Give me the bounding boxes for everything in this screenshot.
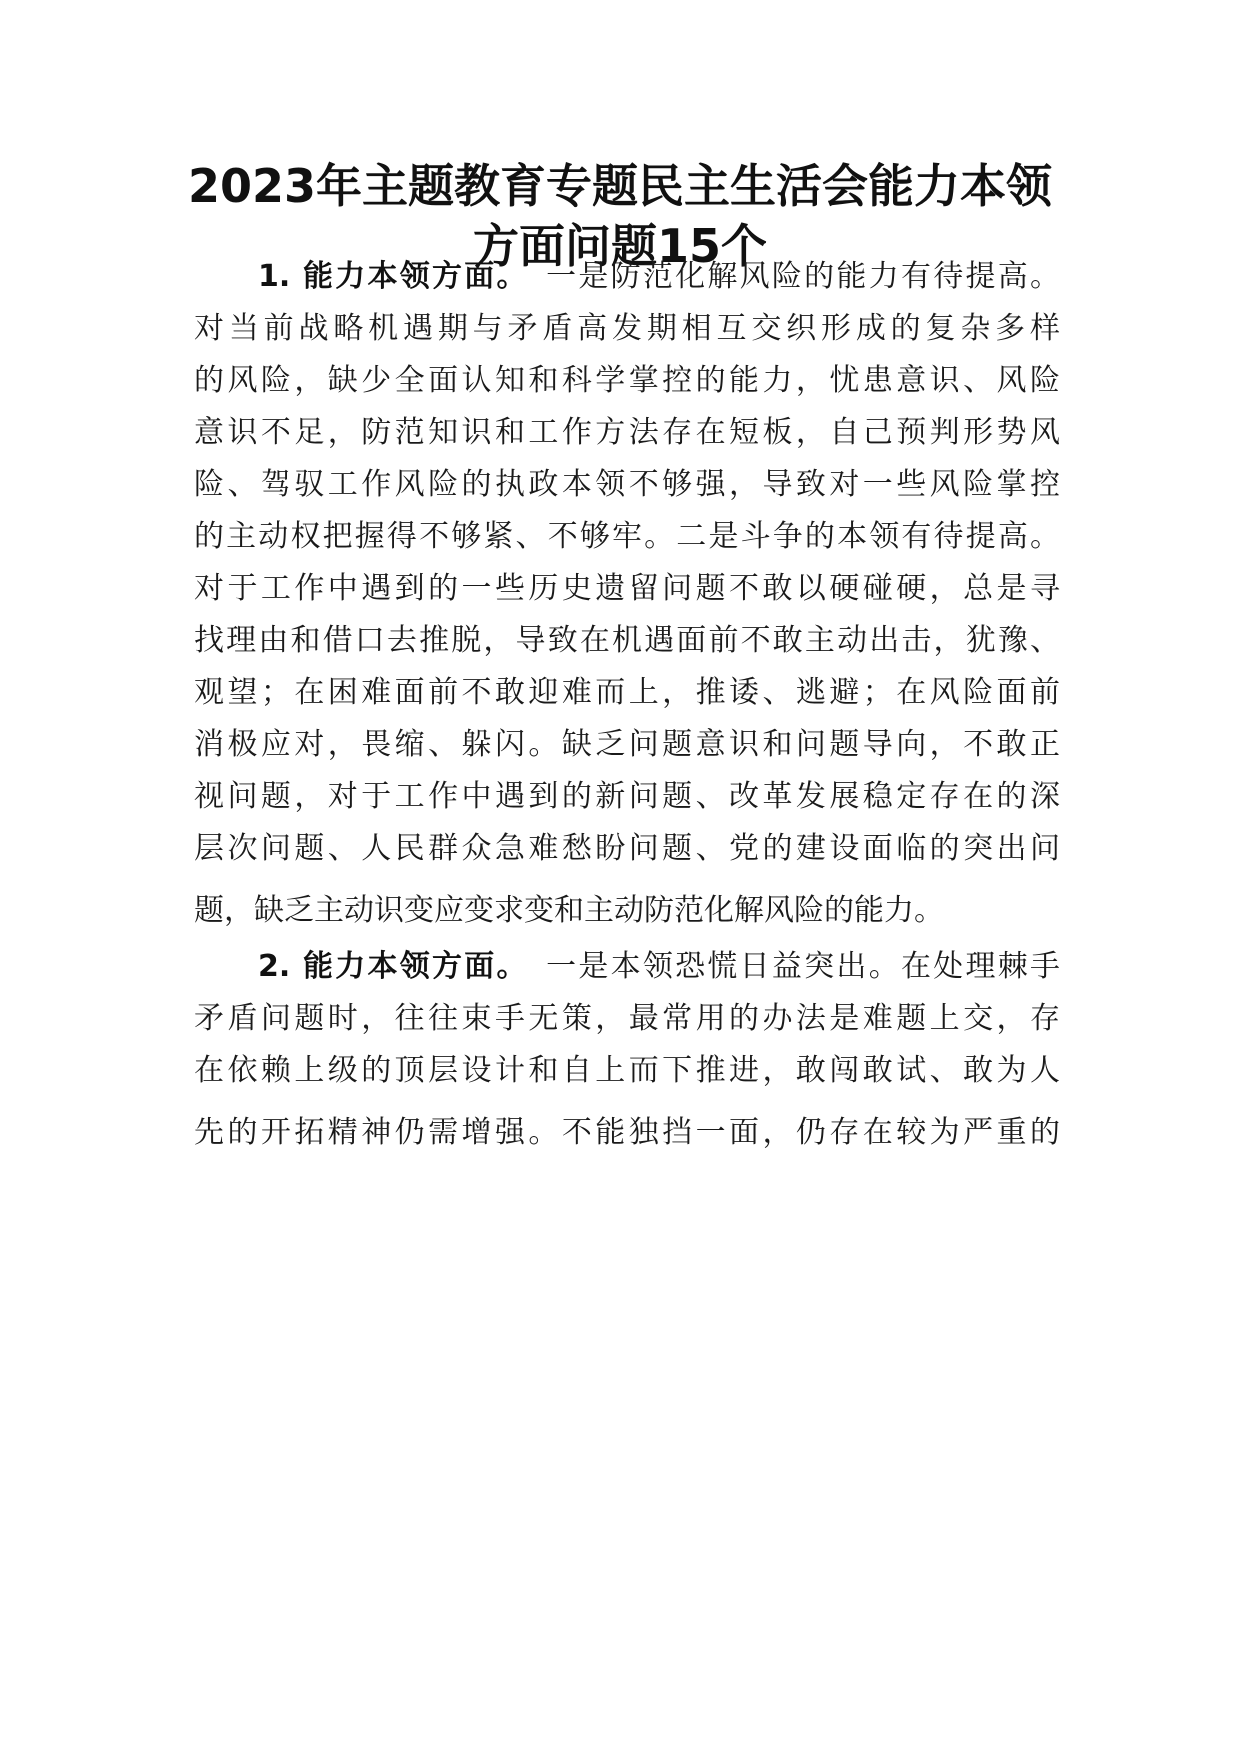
document-title-line-2: 方面问题15个 [472, 219, 767, 273]
paragraph-1-line-9: 消极应对，畏缩、躲闪。缺乏问题意识和问题导向，不敢正 [194, 727, 1060, 762]
document-title-line-1: 2023年主题教育专题民主生活会能力本领 [187, 159, 1053, 213]
paragraph-1-line-12: 题，缺乏主动识变应变求变和主动防范化解风险的能力。 [194, 893, 944, 928]
paragraph-1-heading: 1. 能力本领方面。 [258, 259, 514, 294]
paragraph-2-line-3: 先的开拓精神仍需增强。不能独挡一面，仍存在较为严重的 [194, 1115, 1060, 1150]
paragraph-2-line-1: 矛盾问题时，往往束手无策，最常用的办法是难题上交，存 [194, 1001, 1060, 1036]
paragraph-1-line-11: 层次问题、人民群众急难愁盼问题、党的建设面临的突出问 [194, 831, 1060, 866]
paragraph-1-line-7: 找理由和借口去推脱，导致在机遇面前不敢主动出击，犹豫、 [194, 623, 1060, 658]
paragraph-1-line-3: 意识不足，防范知识和工作方法存在短板，自己预判形势风 [194, 415, 1060, 450]
paragraph-2-first-line [258, 947, 1060, 987]
paragraph-1-line-4: 险、驾驭工作风险的执政本领不够强，导致对一些风险掌控 [194, 467, 1060, 502]
paragraph-2-line-2: 在依赖上级的顶层设计和自上而下推进，敢闯敢试、敢为人 [194, 1053, 1060, 1088]
paragraph-2-heading: 2. 能力本领方面。 [258, 949, 514, 984]
paragraph-2-line-0: 一是本领恐慌日益突出。在处理棘手 [546, 949, 1061, 984]
paragraph-1-line-6: 对于工作中遇到的一些历史遗留问题不敢以硬碰硬，总是寻 [194, 571, 1060, 606]
paragraph-1-first-line [258, 257, 1060, 297]
paragraph-1-line-10: 视问题，对于工作中遇到的新问题、改革发展稳定存在的深 [194, 779, 1060, 814]
paragraph-1-line-5: 的主动权把握得不够紧、不够牢。二是斗争的本领有待提高。 [194, 519, 1060, 554]
paragraph-1-line-1: 对当前战略机遇期与矛盾高发期相互交织形成的复杂多样 [194, 311, 1060, 346]
paragraph-1-line-2: 的风险，缺少全面认知和科学掌控的能力，忧患意识、风险 [194, 363, 1060, 398]
paragraph-1-line-8: 观望；在困难面前不敢迎难而上，推诿、逃避；在风险面前 [194, 675, 1060, 710]
paragraph-1-line-0: 一是防范化解风险的能力有待提高。 [546, 259, 1061, 294]
